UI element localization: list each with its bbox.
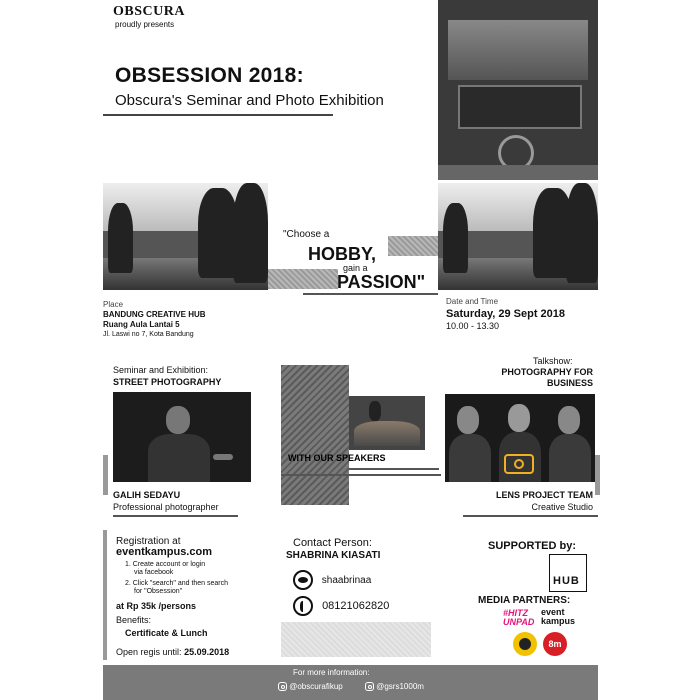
team-underline <box>463 515 598 517</box>
line-chat-icon <box>293 570 313 590</box>
registration-price: at Rp 35k /persons <box>116 601 197 611</box>
benefits-label: Benefits: <box>116 615 152 625</box>
contact-label: Contact Person: <box>293 537 372 549</box>
quote-underline <box>303 293 438 295</box>
event-time: 10.00 - 13.30 <box>446 321 500 331</box>
quote-line3: gain a <box>343 263 368 273</box>
supported-label: SUPPORTED by: <box>488 540 577 552</box>
talkshow-topic-line2: BUSINESS <box>546 378 593 388</box>
footer-instagram-2 <box>365 682 424 691</box>
banner-underline <box>349 468 439 470</box>
team-role: Creative Studio <box>531 502 593 512</box>
speaker-name: GALIH SEDAYU <box>113 490 181 500</box>
place-label: Place <box>103 300 124 309</box>
benefits-value: Certificate & Lunch <box>125 628 208 638</box>
title-underline <box>103 114 333 116</box>
texture-block <box>281 622 431 657</box>
texture-block <box>268 269 338 289</box>
media-partners-label: MEDIA PARTNERS: <box>478 595 571 606</box>
registration-step2b: for "Obsession" <box>134 588 183 595</box>
open-regis-until <box>116 647 229 657</box>
event-poster <box>103 0 598 700</box>
instagram-handle-1[interactable]: @obscurafikup <box>289 682 343 691</box>
eventkampus-logo: event kampus <box>541 607 576 626</box>
footer-instagram-1 <box>278 682 343 691</box>
speaker-underline <box>113 515 238 517</box>
side-bar <box>595 455 600 495</box>
speakers-banner: WITH OUR SPEAKERS <box>288 453 386 463</box>
contact-phone <box>293 596 389 616</box>
street-photo-right <box>438 183 598 290</box>
footer <box>103 665 598 700</box>
event-title: OBSESSION 2018: <box>115 64 304 87</box>
side-bar <box>103 455 108 495</box>
registration-step2: 2. Click "search" and then search <box>125 580 229 587</box>
registration-step1: 1. Create account or login <box>125 561 206 568</box>
quote-passion: PASSION" <box>337 272 426 292</box>
partner-logo <box>513 632 537 656</box>
hitz-unpad-logo: #HITZ UNPAD <box>503 608 535 627</box>
speakers-texture <box>281 365 349 505</box>
open-date: 25.09.2018 <box>184 647 230 657</box>
galih-sedayu-photo <box>113 392 251 482</box>
instagram-handle-2[interactable]: @gsrs1000m <box>376 682 424 691</box>
event-subtitle: Obscura's Seminar and Photo Exhibition <box>115 92 384 109</box>
line-id[interactable]: shaabrinaa <box>321 574 372 586</box>
place-venue: BANDUNG CREATIVE HUB <box>103 310 206 319</box>
talkshow-label: Talkshow: <box>533 356 573 366</box>
place-address: Jl. Laswi no 7, Kota Bandung <box>103 331 194 338</box>
instagram-icon <box>365 682 374 691</box>
partner-badge-logo: 8m <box>543 632 567 656</box>
texture-block <box>388 236 438 256</box>
presents-text: proudly presents <box>115 20 175 29</box>
camera-icon <box>504 454 534 474</box>
event-date: Saturday, 29 Sept 2018 <box>446 308 566 320</box>
seminar-topic: STREET PHOTOGRAPHY <box>113 377 222 387</box>
registration-label: Registration at <box>116 536 181 547</box>
market-photo <box>349 396 425 450</box>
phone-icon <box>293 596 313 616</box>
contact-name: SHABRINA KIASATI <box>286 550 381 561</box>
talkshow-topic-line1: PHOTOGRAPHY FOR <box>501 367 593 377</box>
quote-line1: "Choose a <box>283 229 330 240</box>
side-bar <box>103 530 107 660</box>
datetime-label: Date and Time <box>446 297 499 306</box>
street-photo-left <box>103 183 268 290</box>
speaker-role: Professional photographer <box>113 502 219 512</box>
quote-hobby: HOBBY, <box>308 244 377 264</box>
team-name: LENS PROJECT TEAM <box>495 490 593 500</box>
footer-info-label: For more information: <box>293 668 370 677</box>
open-label: Open regis until: <box>116 647 182 657</box>
banner-underline <box>281 474 441 476</box>
instagram-icon <box>278 682 287 691</box>
registration-step1b: via facebook <box>134 569 174 576</box>
creative-hub-logo: HUB <box>549 554 587 592</box>
street-cart-photo <box>438 0 598 180</box>
obscura-logo: OBSCURA <box>113 4 185 19</box>
registration-site[interactable]: eventkampus.com <box>116 546 212 558</box>
place-room: Ruang Aula Lantai 5 <box>103 320 180 329</box>
lens-project-team-photo <box>445 394 595 482</box>
phone-number[interactable]: 08121062820 <box>322 599 390 612</box>
seminar-label: Seminar and Exhibition: <box>113 365 209 375</box>
contact-line <box>293 570 371 590</box>
